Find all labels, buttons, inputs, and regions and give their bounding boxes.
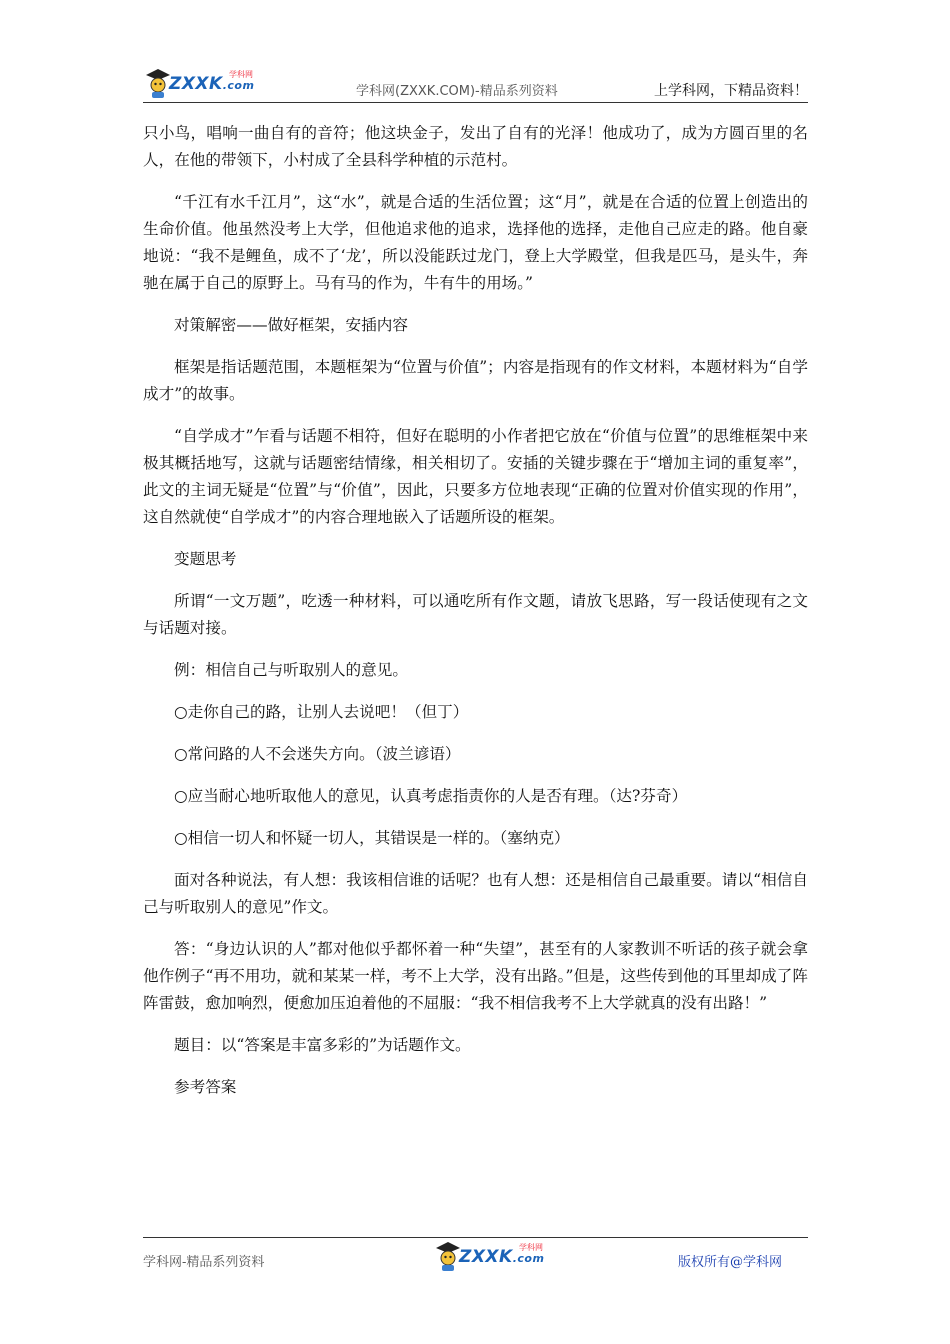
header-slogan: 上学科网，下精品资料！	[654, 83, 808, 99]
paragraph: 所谓“一文万题”，吃透一种材料，可以通吃所有作文题，请放飞思路，写一段话使现有之文与话题对接。	[143, 592, 808, 637]
page-header	[143, 66, 808, 102]
footer-logo[interactable]	[433, 1239, 553, 1273]
zxxk-logo[interactable]	[143, 66, 263, 100]
quote-item: ○常问路的人不会迷失方向。（波兰谚语）	[174, 745, 461, 763]
paragraph: 例：相信自己与听取别人的意见。	[174, 661, 408, 679]
section-heading: 对策解密——做好框架，安插内容	[174, 316, 408, 334]
quote-item: ○走你自己的路，让别人去说吧！（但丁）	[174, 703, 469, 721]
paragraph: 答：“身边认识的人”都对他似乎都怀着一种“失望”，甚至有的人家教训不听话的孩子就会拿他作例子“再不用功，就和某某一样，考不上大学，没有出路。”但是，这些传到他的耳里却成了阵阵雷鼓，愈加响烈，便愈加压迫着他的不屈服：“我不相信我考不上大学就真的没有出路！”	[143, 940, 808, 1012]
logo-wordmark: ZXXK.com	[169, 74, 255, 94]
paragraph: “千江有水千江月”，这“水”，就是合适的生活位置；这“月”，就是在合适的位置上创造出的生命价值。他虽然没考上大学，但他追求他的追求，选择他的选择，走他自己应走的路。他自豪地说：“我不是鲤鱼，成不了‘龙’，所以没能跃过龙门，登上大学殿堂，但我是匹马，是头牛，奔驰在属于自己的原野上。马有马的作为，牛有牛的用场。”	[143, 193, 808, 292]
section-heading: 变题思考	[174, 550, 237, 568]
logo-cn-text: 学科网	[519, 1243, 543, 1252]
page-footer	[143, 1237, 808, 1277]
footer-site-name: 学科网-精品系列资料	[143, 1255, 265, 1270]
document-body	[143, 120, 808, 1116]
paragraph: 只小鸟，唱响一曲自有的音符；他这块金子，发出了自有的光泽！他成功了，成为方圆百里的名人，在他的带领下，小村成了全县科学种植的示范村。	[143, 124, 808, 169]
paragraph: 题目：以“答案是丰富多彩的”为话题作文。	[174, 1036, 471, 1054]
quote-item: ○相信一切人和怀疑一切人，其错误是一样的。（塞纳克）	[174, 829, 570, 847]
quote-item: ○应当耐心地听取他人的意见，认真考虑指责你的人是否有理。（达?芬奇）	[174, 787, 688, 805]
header-divider	[143, 102, 808, 103]
paragraph: 面对各种说法，有人想：我该相信谁的话呢？也有人想：还是相信自己最重要。请以“相信自己与听取别人的意见”作文。	[143, 871, 808, 916]
paragraph: “自学成才”乍看与话题不相符，但好在聪明的小作者把它放在“价值与位置”的思维框架中来极其概括地写，这就与话题密结情缘，相关相切了。安插的关键步骤在于“增加主词的重复率”，此文的主词无疑是“位置”与“价值”，因此，只要多方位地表现“正确的位置对价值实现的作用”，这自然就使“自学成才”的内容合理地嵌入了话题所设的框架。	[143, 427, 808, 526]
section-heading: 参考答案	[174, 1078, 237, 1096]
header-site-title: 学科网(ZXXK.COM)-精品系列资料	[356, 84, 558, 99]
copyright-link[interactable]: 版权所有@学科网	[677, 1255, 782, 1270]
logo-cn-text: 学科网	[229, 70, 253, 79]
logo-wordmark: ZXXK.com	[459, 1247, 545, 1267]
paragraph: 框架是指话题范围，本题框架为“位置与价值”；内容是指现有的作文材料，本题材料为“自学成才”的故事。	[143, 358, 808, 403]
